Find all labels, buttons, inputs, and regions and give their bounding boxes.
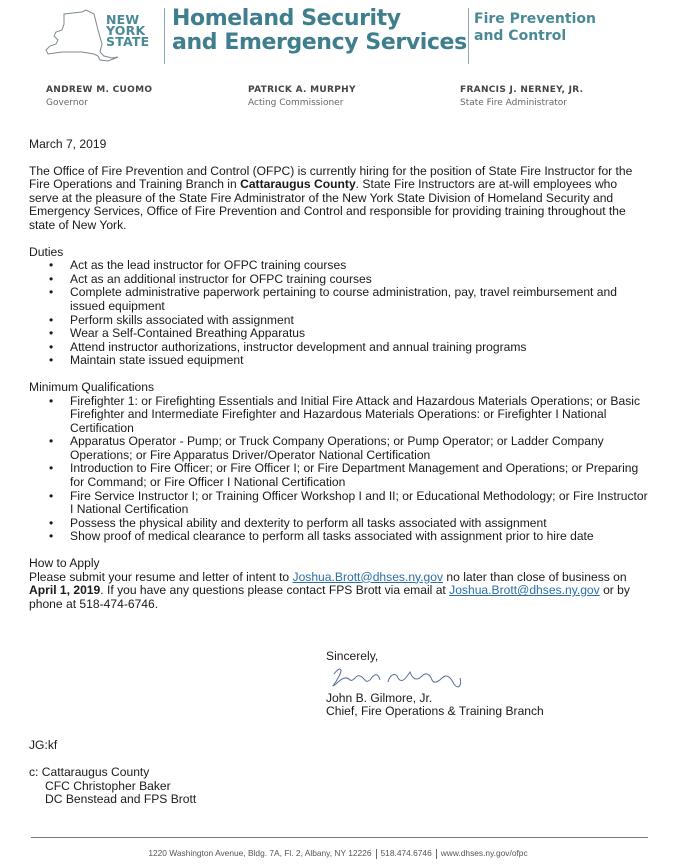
list-item: • Show proof of medical clearance to perform all tasks associated with assignment prior to hire date (49, 530, 649, 544)
list-item: • Complete administrative paperwork pertaining to course administration, pay, travel reimbursement and issued equipment (49, 286, 649, 313)
signer-title: Chief, Fire Operations & Training Branch (326, 704, 544, 719)
reference-initials: JG:kf (29, 738, 58, 752)
cc-recipient: CFC Christopher Baker (45, 778, 171, 793)
division-line-1: Fire Prevention (474, 11, 596, 27)
qualifications-list (29, 395, 649, 545)
list-item: • Fire Service Instructor I; or Training Officer Workshop I and II; or Educational Methodology; or Fire Instructor I National Certification (49, 490, 649, 517)
duties-heading: Duties (29, 244, 64, 259)
official-title: Governor (46, 98, 88, 108)
apply-text: . If you have any questions please contact FPS Brott via email at (100, 583, 450, 598)
apply-text: or by phone at 518-474-6746. (29, 583, 630, 611)
closing: Sincerely, (326, 649, 379, 663)
intro-text-cont: . State Fire Instructors are at-will employees who serve at the pleasure of the State Fire Administrator of the New York State Division of Homeland Security and Emergency Services, Office of Fire Prevention and Control and responsible for providing training throughout the state of New York. (29, 177, 626, 232)
intro-paragraph (29, 165, 649, 233)
footer-address: 1220 Washington Avenue, Bldg. 7A, Fl. 2, Albany, NY 12226 (148, 848, 372, 858)
official-name: FRANCIS J. NERNEY, JR. (460, 85, 584, 95)
official-title: Acting Commissioner (248, 98, 344, 108)
agency-line-1: Homeland Security (172, 6, 401, 31)
list-item: • Act as an additional instructor for OFPC training courses (49, 273, 649, 287)
nys-word-york: YORK (106, 23, 146, 38)
email-link[interactable]: Joshua.Brott@dhses.ny.gov (449, 583, 600, 598)
duties-list (29, 259, 649, 368)
intro-text: The Office of Fire Prevention and Control (OFPC) is currently hiring for the position of State Fire Instructor for the Fire Operations and Training Branch in (29, 163, 633, 192)
list-item: • Maintain state issued equipment (49, 354, 649, 368)
qualifications-heading: Minimum Qualifications (29, 379, 155, 394)
cc-list (29, 766, 196, 807)
list-item: • Attend instructor authorizations, instructor development and annual training programs (49, 341, 649, 355)
list-item: • Possess the physical ability and dexterity to perform all tasks associated with assignment (49, 517, 649, 531)
list-item: • Apparatus Operator - Pump; or Truck Company Operations; or Pump Operator; or Ladder Company Operations; or Fire Apparatus Driver/Operator National Certification (49, 435, 649, 462)
list-item: • Introduction to Fire Officer; or Fire Officer I; or Fire Department Management and Operations; or Preparing for Command; or Fire Officer I National Certification (49, 462, 649, 489)
agency-name (172, 7, 467, 55)
official-name: PATRICK A. MURPHY (248, 85, 356, 95)
duties-section (29, 246, 649, 368)
deadline-date: April 1, 2019 (29, 583, 101, 598)
official-governor (46, 84, 152, 110)
county-name: Cattaraugus County (240, 177, 356, 192)
footer-separator (436, 849, 437, 859)
signer-name: John B. Gilmore, Jr. (326, 690, 433, 705)
agency-line-2: and Emergency Services (172, 30, 467, 55)
division-divider (468, 8, 469, 64)
official-fire-administrator (460, 84, 583, 110)
list-item: • Act as the lead instructor for OFPC training courses (49, 259, 649, 273)
logo-divider (164, 8, 165, 64)
apply-text: Please submit your resume and letter of intent to (29, 569, 293, 584)
division-line-2: and Control (474, 28, 567, 44)
qualifications-section (29, 381, 649, 544)
official-commissioner (248, 84, 356, 110)
cc-recipient: DC Benstead and FPS Brott (45, 792, 197, 807)
nys-wordmark (106, 14, 149, 47)
footer-separator (376, 849, 377, 859)
list-item: • Perform skills associated with assignment (49, 314, 649, 328)
footer-divider (31, 837, 648, 838)
signature-block (326, 650, 544, 719)
letter-body (29, 138, 649, 624)
list-item: • Firefighter 1: or Firefighting Essentials and Initial Fire Attack and Hazardous Materials Operations; or Basic Firefighter and Intermediate Firefighter and Hazardous Materials Operations: or Firefighter I National Certification (49, 395, 649, 436)
apply-paragraph (29, 571, 649, 612)
cc-recipient: c: Cattaraugus County (29, 765, 150, 779)
nys-word-new: NEW (106, 12, 140, 27)
official-title: State Fire Administrator (460, 98, 567, 108)
email-link[interactable]: Joshua.Brott@dhses.ny.gov (292, 569, 444, 584)
apply-heading: How to Apply (29, 556, 100, 571)
handwritten-signature (326, 664, 486, 692)
footer (0, 848, 676, 859)
nys-logo (42, 8, 150, 63)
footer-website[interactable]: www.dhses.ny.gov/ofpc (440, 848, 528, 858)
signature-icon (326, 664, 486, 692)
official-name: ANDREW M. CUOMO (46, 85, 153, 95)
footer-phone: 518.474.6746 (380, 848, 432, 858)
apply-section (29, 557, 649, 611)
list-item: • Wear a Self-Contained Breathing Apparatus (49, 327, 649, 341)
division-name (474, 11, 596, 45)
letterhead (0, 0, 676, 110)
apply-text: no later than close of business on (443, 569, 627, 584)
nys-word-state: STATE (106, 34, 150, 49)
letter-date: March 7, 2019 (29, 137, 107, 151)
